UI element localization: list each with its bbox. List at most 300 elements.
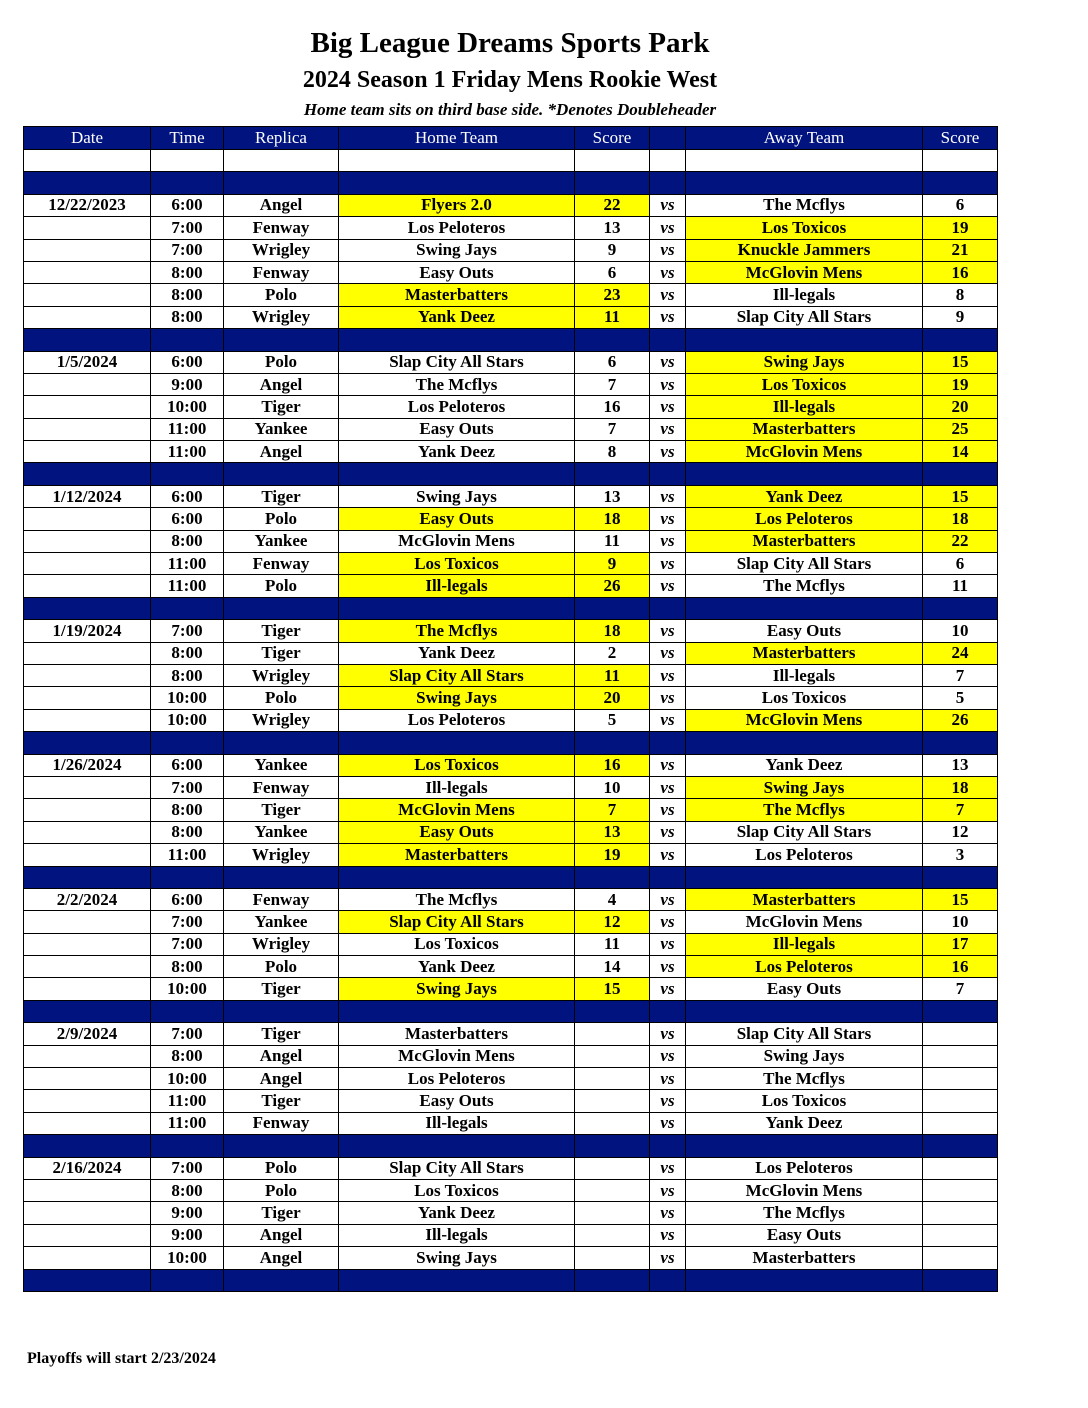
home-team: Masterbatters — [339, 1023, 575, 1045]
game-date: 2/9/2024 — [24, 1023, 151, 1045]
game-time: 8:00 — [151, 1179, 224, 1201]
home-team: Swing Jays — [339, 1247, 575, 1269]
game-replica: Angel — [224, 1247, 339, 1269]
game-date — [24, 709, 151, 731]
table-row — [24, 194, 998, 216]
away-score: 15 — [923, 351, 998, 373]
game-time: 6:00 — [151, 888, 224, 910]
away-score: 6 — [923, 553, 998, 575]
game-replica: Wrigley — [224, 664, 339, 686]
week-separator — [24, 597, 998, 619]
home-team: The Mcflys — [339, 620, 575, 642]
vs-label: vs — [650, 239, 686, 261]
away-score: 9 — [923, 306, 998, 328]
game-replica: Tiger — [224, 642, 339, 664]
home-team: Easy Outs — [339, 508, 575, 530]
game-date: 1/26/2024 — [24, 754, 151, 776]
game-replica: Polo — [224, 508, 339, 530]
away-team: Los Toxicos — [686, 1090, 923, 1112]
game-time: 8:00 — [151, 261, 224, 283]
home-team: Masterbatters — [339, 844, 575, 866]
home-team: McGlovin Mens — [339, 1045, 575, 1067]
vs-label: vs — [650, 1179, 686, 1201]
game-time: 8:00 — [151, 799, 224, 821]
away-team: McGlovin Mens — [686, 1179, 923, 1201]
home-score: 9 — [575, 553, 650, 575]
away-team: Slap City All Stars — [686, 306, 923, 328]
away-score — [923, 1090, 998, 1112]
away-team: Easy Outs — [686, 1224, 923, 1246]
game-date — [24, 933, 151, 955]
away-team: Ill-legals — [686, 933, 923, 955]
game-date — [24, 978, 151, 1000]
home-score: 9 — [575, 239, 650, 261]
vs-label: vs — [650, 1045, 686, 1067]
table-row — [24, 888, 998, 910]
home-team: Yank Deez — [339, 306, 575, 328]
game-time: 8:00 — [151, 956, 224, 978]
home-score: 8 — [575, 441, 650, 463]
home-team: Ill-legals — [339, 1224, 575, 1246]
game-time: 10:00 — [151, 687, 224, 709]
vs-label: vs — [650, 373, 686, 395]
game-time: 11:00 — [151, 575, 224, 597]
home-score: 15 — [575, 978, 650, 1000]
home-team: Swing Jays — [339, 687, 575, 709]
vs-label: vs — [650, 888, 686, 910]
game-time: 8:00 — [151, 642, 224, 664]
away-team: Los Toxicos — [686, 687, 923, 709]
away-team: Swing Jays — [686, 351, 923, 373]
game-date — [24, 687, 151, 709]
game-replica: Wrigley — [224, 844, 339, 866]
away-score: 16 — [923, 261, 998, 283]
away-team: Ill-legals — [686, 396, 923, 418]
home-team: Slap City All Stars — [339, 911, 575, 933]
away-team: Swing Jays — [686, 1045, 923, 1067]
home-score: 13 — [575, 821, 650, 843]
header-away-score: Score — [923, 127, 998, 150]
away-team: The Mcflys — [686, 194, 923, 216]
game-replica: Fenway — [224, 776, 339, 798]
away-score: 10 — [923, 911, 998, 933]
home-score: 12 — [575, 911, 650, 933]
away-team: Yank Deez — [686, 754, 923, 776]
table-row — [24, 530, 998, 552]
game-date — [24, 1224, 151, 1246]
away-score: 19 — [923, 373, 998, 395]
game-replica: Wrigley — [224, 933, 339, 955]
game-date — [24, 396, 151, 418]
home-team: Slap City All Stars — [339, 664, 575, 686]
table-row — [24, 553, 998, 575]
blank-row — [24, 150, 998, 172]
home-team: Los Peloteros — [339, 709, 575, 731]
game-time: 7:00 — [151, 933, 224, 955]
vs-label: vs — [650, 530, 686, 552]
game-replica: Fenway — [224, 261, 339, 283]
away-score: 5 — [923, 687, 998, 709]
game-replica: Yankee — [224, 754, 339, 776]
table-row — [24, 776, 998, 798]
away-score: 10 — [923, 620, 998, 642]
table-row — [24, 1202, 998, 1224]
table-row — [24, 306, 998, 328]
table-row — [24, 620, 998, 642]
game-time: 7:00 — [151, 776, 224, 798]
game-time: 11:00 — [151, 1112, 224, 1134]
home-score: 7 — [575, 799, 650, 821]
game-time: 8:00 — [151, 821, 224, 843]
vs-label: vs — [650, 1023, 686, 1045]
game-replica: Polo — [224, 1179, 339, 1201]
home-score — [575, 1090, 650, 1112]
away-score — [923, 1202, 998, 1224]
game-date — [24, 508, 151, 530]
home-team: Yank Deez — [339, 1202, 575, 1224]
away-team: The Mcflys — [686, 1202, 923, 1224]
away-team: Knuckle Jammers — [686, 239, 923, 261]
game-replica: Tiger — [224, 396, 339, 418]
away-team: Masterbatters — [686, 888, 923, 910]
game-time: 7:00 — [151, 620, 224, 642]
home-team: Swing Jays — [339, 485, 575, 507]
home-score: 11 — [575, 664, 650, 686]
week-separator — [24, 463, 998, 485]
vs-label: vs — [650, 709, 686, 731]
game-date — [24, 844, 151, 866]
home-score: 7 — [575, 418, 650, 440]
header-home-team: Home Team — [339, 127, 575, 150]
game-replica: Angel — [224, 194, 339, 216]
home-score — [575, 1023, 650, 1045]
away-score: 16 — [923, 956, 998, 978]
game-replica: Angel — [224, 1045, 339, 1067]
vs-label: vs — [650, 978, 686, 1000]
game-time: 8:00 — [151, 530, 224, 552]
away-team: Los Peloteros — [686, 844, 923, 866]
week-separator — [24, 172, 998, 194]
header-away-team: Away Team — [686, 127, 923, 150]
away-team: Masterbatters — [686, 1247, 923, 1269]
game-date — [24, 664, 151, 686]
table-row — [24, 687, 998, 709]
game-time: 11:00 — [151, 844, 224, 866]
game-replica: Wrigley — [224, 709, 339, 731]
game-replica: Polo — [224, 351, 339, 373]
game-time: 9:00 — [151, 1202, 224, 1224]
game-time: 7:00 — [151, 1157, 224, 1179]
game-replica: Polo — [224, 575, 339, 597]
home-team: Masterbatters — [339, 284, 575, 306]
table-row — [24, 933, 998, 955]
home-team: Easy Outs — [339, 1090, 575, 1112]
header-date: Date — [24, 127, 151, 150]
schedule-note: Home team sits on third base side. *Denotes Doubleheader — [303, 100, 717, 119]
game-replica: Tiger — [224, 799, 339, 821]
table-row — [24, 642, 998, 664]
game-date — [24, 1202, 151, 1224]
table-row — [24, 441, 998, 463]
game-replica: Fenway — [224, 1112, 339, 1134]
away-team: Los Peloteros — [686, 956, 923, 978]
week-separator — [24, 1000, 998, 1022]
home-score: 16 — [575, 396, 650, 418]
game-date — [24, 530, 151, 552]
game-date — [24, 553, 151, 575]
table-row — [24, 821, 998, 843]
away-score: 15 — [923, 485, 998, 507]
game-replica: Tiger — [224, 485, 339, 507]
game-time: 7:00 — [151, 1023, 224, 1045]
header-replica: Replica — [224, 127, 339, 150]
away-score: 26 — [923, 709, 998, 731]
vs-label: vs — [650, 261, 686, 283]
game-date — [24, 821, 151, 843]
away-score: 25 — [923, 418, 998, 440]
table-row — [24, 418, 998, 440]
home-team: Ill-legals — [339, 575, 575, 597]
page-title: Big League Dreams Sports Park — [310, 27, 710, 59]
home-score: 2 — [575, 642, 650, 664]
away-team: McGlovin Mens — [686, 911, 923, 933]
vs-label: vs — [650, 1090, 686, 1112]
away-team: McGlovin Mens — [686, 709, 923, 731]
home-team: Easy Outs — [339, 418, 575, 440]
away-team: The Mcflys — [686, 799, 923, 821]
home-score — [575, 1247, 650, 1269]
away-score: 18 — [923, 776, 998, 798]
away-score — [923, 1045, 998, 1067]
playoffs-note: Playoffs will start 2/23/2024 — [27, 1350, 216, 1367]
away-team: Easy Outs — [686, 978, 923, 1000]
away-score — [923, 1068, 998, 1090]
game-date — [24, 911, 151, 933]
away-score: 19 — [923, 217, 998, 239]
away-score: 18 — [923, 508, 998, 530]
game-replica: Polo — [224, 956, 339, 978]
table-row — [24, 1045, 998, 1067]
table-row — [24, 709, 998, 731]
game-replica: Fenway — [224, 888, 339, 910]
away-team: McGlovin Mens — [686, 261, 923, 283]
away-team: Slap City All Stars — [686, 821, 923, 843]
away-team: Slap City All Stars — [686, 553, 923, 575]
away-team: Swing Jays — [686, 776, 923, 798]
away-team: Yank Deez — [686, 1112, 923, 1134]
table-row — [24, 799, 998, 821]
home-score: 18 — [575, 508, 650, 530]
vs-label: vs — [650, 306, 686, 328]
table-row — [24, 485, 998, 507]
vs-label: vs — [650, 956, 686, 978]
home-team: Los Peloteros — [339, 396, 575, 418]
game-time: 10:00 — [151, 396, 224, 418]
game-time: 8:00 — [151, 664, 224, 686]
away-score: 12 — [923, 821, 998, 843]
away-score: 7 — [923, 664, 998, 686]
vs-label: vs — [650, 933, 686, 955]
vs-label: vs — [650, 664, 686, 686]
game-replica: Polo — [224, 284, 339, 306]
game-time: 6:00 — [151, 351, 224, 373]
vs-label: vs — [650, 799, 686, 821]
home-team: The Mcflys — [339, 373, 575, 395]
game-date: 1/5/2024 — [24, 351, 151, 373]
table-row — [24, 1068, 998, 1090]
home-score — [575, 1179, 650, 1201]
game-replica: Fenway — [224, 553, 339, 575]
home-score: 16 — [575, 754, 650, 776]
home-team: McGlovin Mens — [339, 799, 575, 821]
home-score: 7 — [575, 373, 650, 395]
away-score: 20 — [923, 396, 998, 418]
away-team: Masterbatters — [686, 642, 923, 664]
game-date — [24, 239, 151, 261]
table-row — [24, 1224, 998, 1246]
game-time: 7:00 — [151, 217, 224, 239]
vs-label: vs — [650, 821, 686, 843]
table-row — [24, 396, 998, 418]
game-date — [24, 1045, 151, 1067]
home-score: 22 — [575, 194, 650, 216]
vs-label: vs — [650, 575, 686, 597]
away-score: 13 — [923, 754, 998, 776]
game-date — [24, 1112, 151, 1134]
away-team: Yank Deez — [686, 485, 923, 507]
vs-label: vs — [650, 1112, 686, 1134]
home-score: 11 — [575, 530, 650, 552]
game-replica: Angel — [224, 373, 339, 395]
vs-label: vs — [650, 1157, 686, 1179]
home-score: 11 — [575, 306, 650, 328]
home-score: 13 — [575, 217, 650, 239]
home-team: The Mcflys — [339, 888, 575, 910]
game-replica: Angel — [224, 1224, 339, 1246]
game-date — [24, 956, 151, 978]
week-separator — [24, 732, 998, 754]
away-score: 22 — [923, 530, 998, 552]
game-date — [24, 1179, 151, 1201]
home-score — [575, 1202, 650, 1224]
away-score — [923, 1179, 998, 1201]
game-replica: Fenway — [224, 217, 339, 239]
home-score: 14 — [575, 956, 650, 978]
vs-label: vs — [650, 1224, 686, 1246]
game-replica: Wrigley — [224, 306, 339, 328]
week-separator — [24, 866, 998, 888]
game-replica: Tiger — [224, 1023, 339, 1045]
home-team: McGlovin Mens — [339, 530, 575, 552]
game-date — [24, 306, 151, 328]
game-replica: Angel — [224, 1068, 339, 1090]
game-time: 11:00 — [151, 441, 224, 463]
table-row — [24, 1112, 998, 1134]
home-score — [575, 1068, 650, 1090]
vs-label: vs — [650, 284, 686, 306]
game-time: 9:00 — [151, 1224, 224, 1246]
table-row — [24, 978, 998, 1000]
away-score: 17 — [923, 933, 998, 955]
game-date — [24, 261, 151, 283]
game-time: 10:00 — [151, 709, 224, 731]
away-team: Slap City All Stars — [686, 1023, 923, 1045]
table-row — [24, 664, 998, 686]
vs-label: vs — [650, 553, 686, 575]
game-date — [24, 217, 151, 239]
game-time: 6:00 — [151, 194, 224, 216]
game-replica: Wrigley — [224, 239, 339, 261]
page-subtitle: 2024 Season 1 Friday Mens Rookie West — [302, 67, 718, 93]
week-separator — [24, 1135, 998, 1157]
home-score: 6 — [575, 261, 650, 283]
vs-label: vs — [650, 1202, 686, 1224]
away-score — [923, 1023, 998, 1045]
game-time: 11:00 — [151, 418, 224, 440]
away-score — [923, 1157, 998, 1179]
home-score: 23 — [575, 284, 650, 306]
game-time: 11:00 — [151, 1090, 224, 1112]
home-team: Los Toxicos — [339, 553, 575, 575]
game-replica: Yankee — [224, 911, 339, 933]
game-replica: Polo — [224, 687, 339, 709]
vs-label: vs — [650, 911, 686, 933]
home-team: Los Peloteros — [339, 217, 575, 239]
away-team: Los Toxicos — [686, 217, 923, 239]
away-score: 7 — [923, 978, 998, 1000]
away-score: 3 — [923, 844, 998, 866]
table-row — [24, 911, 998, 933]
away-team: The Mcflys — [686, 1068, 923, 1090]
table-row — [24, 1090, 998, 1112]
home-team: Slap City All Stars — [339, 1157, 575, 1179]
game-replica: Tiger — [224, 978, 339, 1000]
away-team: Masterbatters — [686, 530, 923, 552]
header-home-score: Score — [575, 127, 650, 150]
away-score — [923, 1112, 998, 1134]
home-score — [575, 1112, 650, 1134]
game-date — [24, 284, 151, 306]
game-date — [24, 642, 151, 664]
game-date — [24, 1247, 151, 1269]
table-row — [24, 1023, 998, 1045]
game-replica: Polo — [224, 1157, 339, 1179]
home-score: 20 — [575, 687, 650, 709]
vs-label: vs — [650, 217, 686, 239]
schedule-table — [23, 126, 998, 1292]
vs-label: vs — [650, 194, 686, 216]
home-team: Yank Deez — [339, 441, 575, 463]
home-team: Los Toxicos — [339, 754, 575, 776]
table-row — [24, 754, 998, 776]
vs-label: vs — [650, 1247, 686, 1269]
game-date: 2/2/2024 — [24, 888, 151, 910]
game-time: 8:00 — [151, 1045, 224, 1067]
home-score — [575, 1224, 650, 1246]
game-time: 9:00 — [151, 373, 224, 395]
home-team: Swing Jays — [339, 239, 575, 261]
away-team: Los Toxicos — [686, 373, 923, 395]
home-score: 11 — [575, 933, 650, 955]
game-time: 6:00 — [151, 754, 224, 776]
game-replica: Tiger — [224, 1202, 339, 1224]
game-time: 10:00 — [151, 1247, 224, 1269]
away-score: 21 — [923, 239, 998, 261]
table-row — [24, 575, 998, 597]
home-score: 4 — [575, 888, 650, 910]
week-separator — [24, 1269, 998, 1291]
home-team: Yank Deez — [339, 956, 575, 978]
